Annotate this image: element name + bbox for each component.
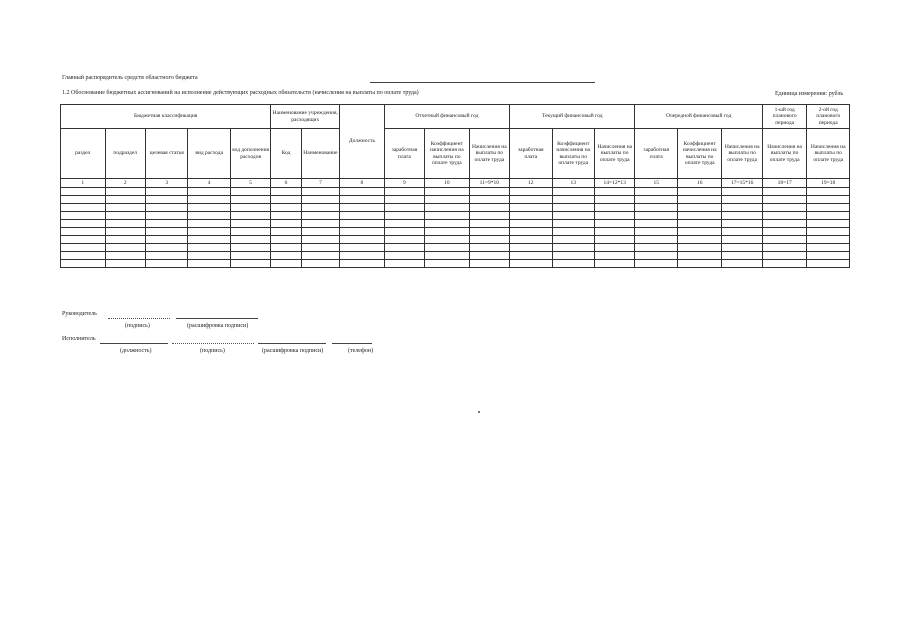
table-cell[interactable] [469, 260, 509, 268]
table-cell[interactable] [145, 212, 187, 220]
table-cell[interactable] [807, 204, 850, 212]
table-cell[interactable] [271, 196, 301, 204]
table-cell[interactable] [807, 188, 850, 196]
table-cell[interactable] [188, 252, 230, 260]
table-cell[interactable] [677, 260, 722, 268]
table-cell[interactable] [807, 196, 850, 204]
executor-position-caption: (должность) [120, 348, 152, 354]
table-cell[interactable] [552, 212, 594, 220]
table-cell[interactable] [807, 228, 850, 236]
table-cell[interactable] [188, 204, 230, 212]
table-cell[interactable] [425, 228, 470, 236]
table-cell[interactable] [510, 236, 552, 244]
table-cell[interactable] [271, 204, 301, 212]
table-cell[interactable] [230, 244, 271, 252]
table-cell[interactable] [61, 260, 106, 268]
table-cell[interactable] [552, 252, 594, 260]
table-cell[interactable] [384, 188, 424, 196]
col-expense-type: вид расхода [188, 129, 230, 179]
table-cell[interactable] [188, 196, 230, 204]
table-cell[interactable] [595, 212, 635, 220]
table-cell[interactable] [105, 220, 145, 228]
table-cell[interactable] [722, 220, 762, 228]
main-manager-label: Главный распорядитель средств областного бюджета [62, 75, 198, 81]
section-title: 1.2 Обоснование бюджетных ассигнований на исполнение действующих расходных обязательств (начисления на выплаты по оплате труда) [62, 90, 419, 96]
table-cell[interactable] [722, 236, 762, 244]
col-number: 17=15*16 [722, 179, 762, 188]
table-cell[interactable] [425, 196, 470, 204]
table-cell[interactable] [340, 220, 385, 228]
table-cell[interactable] [510, 212, 552, 220]
table-cell[interactable] [145, 260, 187, 268]
table-cell[interactable] [635, 212, 677, 220]
table-cell[interactable] [722, 244, 762, 252]
table-cell[interactable] [340, 260, 385, 268]
table-cell[interactable] [552, 220, 594, 228]
table-cell[interactable] [677, 212, 722, 220]
table-cell[interactable] [188, 228, 230, 236]
table-cell[interactable] [301, 204, 339, 212]
col-number: 15 [635, 179, 677, 188]
col-group-plan-year-2: 2-ой год планового периода [807, 105, 850, 129]
table-cell[interactable] [188, 212, 230, 220]
table-cell[interactable] [722, 252, 762, 260]
table-cell[interactable] [552, 228, 594, 236]
table-cell[interactable] [188, 220, 230, 228]
col-podrazdel: подраздел [105, 129, 145, 179]
col-code: Код [271, 129, 301, 179]
table-cell[interactable] [271, 188, 301, 196]
table-cell[interactable] [230, 196, 271, 204]
col-number: 2 [105, 179, 145, 188]
table-row [61, 220, 850, 228]
col-current-coefficient: Коэффициент начисления на выплаты по оплате труда [552, 129, 594, 179]
table-cell[interactable] [510, 244, 552, 252]
table-cell[interactable] [340, 252, 385, 260]
col-number: 5 [230, 179, 271, 188]
head-signature-field[interactable] [108, 318, 170, 319]
table-cell[interactable] [722, 204, 762, 212]
col-group-institution-name: Наименование учреждения, расходящих [271, 105, 340, 129]
table-cell[interactable] [677, 196, 722, 204]
table-cell[interactable] [552, 244, 594, 252]
table-cell[interactable] [230, 260, 271, 268]
table-cell[interactable] [301, 260, 339, 268]
table-cell[interactable] [469, 252, 509, 260]
table-cell[interactable] [105, 236, 145, 244]
table-cell[interactable] [595, 236, 635, 244]
col-number: 12 [510, 179, 552, 188]
table-cell[interactable] [105, 228, 145, 236]
table-cell[interactable] [61, 244, 106, 252]
col-plan2-accruals: Начисления на выплаты по оплате труда [807, 129, 850, 179]
table-cell[interactable] [469, 196, 509, 204]
table-cell[interactable] [145, 236, 187, 244]
col-current-salary: заработная плата [510, 129, 552, 179]
col-target-article: целевая статья [145, 129, 187, 179]
main-manager-field[interactable] [370, 82, 595, 83]
col-reporting-accruals: Начисления на выплаты по оплате труда [469, 129, 509, 179]
table-cell[interactable] [425, 260, 470, 268]
table-cell[interactable] [105, 212, 145, 220]
table-cell[interactable] [762, 212, 807, 220]
table-cell[interactable] [425, 244, 470, 252]
head-signature-caption: (подпись) [125, 323, 150, 329]
table-cell[interactable] [61, 204, 106, 212]
table-row [61, 212, 850, 220]
table-cell[interactable] [230, 220, 271, 228]
head-label: Руководитель [62, 311, 97, 317]
col-number: 19=18 [807, 179, 850, 188]
col-number: 10 [425, 179, 470, 188]
col-next-coefficient: Коэффициент начисления на выплаты по оплате труда [677, 129, 722, 179]
col-group-budget-classification: Бюджетная классификация [61, 105, 271, 129]
table-cell[interactable] [425, 212, 470, 220]
table-cell[interactable] [510, 188, 552, 196]
table-cell[interactable] [677, 188, 722, 196]
table-cell[interactable] [722, 260, 762, 268]
col-number: 6 [271, 179, 301, 188]
table-cell[interactable] [510, 204, 552, 212]
table-cell[interactable] [271, 220, 301, 228]
table-cell[interactable] [722, 228, 762, 236]
table-cell[interactable] [677, 204, 722, 212]
table-cell[interactable] [271, 252, 301, 260]
table-cell[interactable] [271, 244, 301, 252]
col-name: Наименование [301, 129, 339, 179]
table-cell[interactable] [301, 220, 339, 228]
unit-label: Единица измерения: рубль [775, 91, 844, 97]
table-row [61, 236, 850, 244]
table-cell[interactable] [510, 228, 552, 236]
table-cell[interactable] [762, 260, 807, 268]
table-cell[interactable] [635, 244, 677, 252]
table-cell[interactable] [595, 204, 635, 212]
col-position: Должность [340, 105, 385, 179]
table-cell[interactable] [188, 236, 230, 244]
table-cell[interactable] [301, 188, 339, 196]
table-cell[interactable] [145, 252, 187, 260]
table-cell[interactable] [469, 204, 509, 212]
page-speck [478, 411, 480, 413]
table-cell[interactable] [762, 196, 807, 204]
col-number: 9 [384, 179, 424, 188]
table-cell[interactable] [807, 220, 850, 228]
table-cell[interactable] [425, 220, 470, 228]
table-cell[interactable] [384, 204, 424, 212]
col-plan1-accruals: Начисления на выплаты по оплате труда [762, 129, 807, 179]
table-cell[interactable] [301, 196, 339, 204]
table-cell[interactable] [230, 212, 271, 220]
table-cell[interactable] [145, 196, 187, 204]
table-cell[interactable] [552, 204, 594, 212]
table-cell[interactable] [61, 220, 106, 228]
table-cell[interactable] [510, 252, 552, 260]
table-cell[interactable] [807, 236, 850, 244]
table-cell[interactable] [469, 220, 509, 228]
table-cell[interactable] [635, 204, 677, 212]
table-cell[interactable] [188, 188, 230, 196]
table-cell[interactable] [340, 212, 385, 220]
table-cell[interactable] [301, 244, 339, 252]
table-cell[interactable] [230, 252, 271, 260]
table-cell[interactable] [105, 260, 145, 268]
table-cell[interactable] [271, 212, 301, 220]
table-cell[interactable] [552, 260, 594, 268]
table-cell[interactable] [510, 260, 552, 268]
table-cell[interactable] [340, 196, 385, 204]
table-cell[interactable] [340, 236, 385, 244]
table-cell[interactable] [425, 236, 470, 244]
table-cell[interactable] [762, 188, 807, 196]
col-next-accruals: Начисления на выплаты по оплате труда [722, 129, 762, 179]
table-cell[interactable] [595, 260, 635, 268]
table-cell[interactable] [105, 204, 145, 212]
table-cell[interactable] [469, 236, 509, 244]
table-cell[interactable] [677, 220, 722, 228]
col-number: 1 [61, 179, 106, 188]
table-cell[interactable] [340, 244, 385, 252]
table-cell[interactable] [271, 236, 301, 244]
executor-signature-caption: (подпись) [200, 348, 225, 354]
table-cell[interactable] [762, 204, 807, 212]
col-kosgu: код дополнения расходов [230, 129, 271, 179]
table-cell[interactable] [807, 244, 850, 252]
table-cell[interactable] [762, 236, 807, 244]
table-cell[interactable] [677, 236, 722, 244]
table-cell[interactable] [677, 252, 722, 260]
col-razdel: раздел [61, 129, 106, 179]
executor-signature-decode-field[interactable] [258, 343, 326, 344]
table-cell[interactable] [762, 228, 807, 236]
col-number: 3 [145, 179, 187, 188]
table-cell[interactable] [595, 228, 635, 236]
executor-phone-field[interactable] [332, 343, 372, 344]
table-cell[interactable] [552, 188, 594, 196]
col-number: 18=17 [762, 179, 807, 188]
col-number: 16 [677, 179, 722, 188]
table-cell[interactable] [105, 244, 145, 252]
table-cell[interactable] [230, 228, 271, 236]
table-cell[interactable] [595, 196, 635, 204]
head-signature-decode-field[interactable] [176, 318, 258, 319]
table-cell[interactable] [61, 228, 106, 236]
table-cell[interactable] [677, 228, 722, 236]
table-cell[interactable] [722, 196, 762, 204]
col-reporting-salary: заработная плата [384, 129, 424, 179]
table-cell[interactable] [677, 244, 722, 252]
table-cell[interactable] [230, 204, 271, 212]
col-number: 8 [340, 179, 385, 188]
table-cell[interactable] [340, 188, 385, 196]
table-cell[interactable] [510, 220, 552, 228]
table-cell[interactable] [230, 236, 271, 244]
table-cell[interactable] [61, 196, 106, 204]
table-cell[interactable] [595, 244, 635, 252]
table-cell[interactable] [384, 236, 424, 244]
table-cell[interactable] [552, 236, 594, 244]
table-cell[interactable] [384, 260, 424, 268]
col-number: 7 [301, 179, 339, 188]
table-cell[interactable] [722, 188, 762, 196]
table-cell[interactable] [425, 252, 470, 260]
col-reporting-coefficient: Коэффициент начисления на выплаты по оплате труда [425, 129, 470, 179]
col-number: 11=9*10 [469, 179, 509, 188]
table-cell[interactable] [762, 220, 807, 228]
table-cell[interactable] [145, 204, 187, 212]
table-cell[interactable] [301, 252, 339, 260]
table-cell[interactable] [301, 236, 339, 244]
table-cell[interactable] [635, 228, 677, 236]
executor-position-field[interactable] [100, 343, 168, 344]
table-cell[interactable] [722, 212, 762, 220]
col-number: 13 [552, 179, 594, 188]
table-cell[interactable] [61, 252, 106, 260]
table-cell[interactable] [61, 188, 106, 196]
table-row [61, 260, 850, 268]
table-cell[interactable] [105, 196, 145, 204]
table-cell[interactable] [469, 244, 509, 252]
table-cell[interactable] [340, 204, 385, 212]
table-cell[interactable] [188, 260, 230, 268]
table-row [61, 252, 850, 260]
table-cell[interactable] [230, 188, 271, 196]
table-cell[interactable] [384, 212, 424, 220]
table-row [61, 188, 850, 196]
col-number: 14=12*13 [595, 179, 635, 188]
col-number: 4 [188, 179, 230, 188]
table-cell[interactable] [635, 260, 677, 268]
table-row [61, 244, 850, 252]
table-cell[interactable] [145, 228, 187, 236]
head-signature-decode-caption: (расшифровка подписи) [187, 323, 249, 329]
table-cell[interactable] [384, 196, 424, 204]
table-cell[interactable] [145, 188, 187, 196]
executor-signature-field[interactable] [172, 343, 254, 344]
table-cell[interactable] [425, 188, 470, 196]
empty-rows [61, 188, 850, 268]
table-cell[interactable] [762, 244, 807, 252]
table-cell[interactable] [807, 252, 850, 260]
table-cell[interactable] [635, 220, 677, 228]
table-cell[interactable] [595, 252, 635, 260]
table-cell[interactable] [105, 252, 145, 260]
table-row [61, 196, 850, 204]
table-cell[interactable] [301, 212, 339, 220]
table-cell[interactable] [807, 260, 850, 268]
col-group-current-year: Текущий финансовый год [510, 105, 635, 129]
table-cell[interactable] [552, 196, 594, 204]
table-cell[interactable] [635, 252, 677, 260]
table-cell[interactable] [595, 220, 635, 228]
table-cell[interactable] [762, 252, 807, 260]
table-cell[interactable] [105, 188, 145, 196]
executor-label: Исполнитель [62, 336, 96, 342]
col-group-reporting-year: Отчетный финансовый год [384, 105, 509, 129]
table-cell[interactable] [271, 228, 301, 236]
table-cell[interactable] [384, 228, 424, 236]
col-next-salary: заработная плата [635, 129, 677, 179]
executor-signature-decode-caption: (расшифровка подписи) [262, 348, 324, 354]
table-cell[interactable] [425, 204, 470, 212]
table-cell[interactable] [635, 236, 677, 244]
col-group-plan-year-1: 1-ый год планового периода [762, 105, 807, 129]
table-cell[interactable] [271, 260, 301, 268]
table-row [61, 228, 850, 236]
table-cell[interactable] [384, 252, 424, 260]
col-group-next-year: Очередной финансовый год [635, 105, 762, 129]
budget-table [60, 104, 850, 268]
table-cell[interactable] [469, 228, 509, 236]
table-cell[interactable] [145, 220, 187, 228]
table-cell[interactable] [188, 244, 230, 252]
table-cell[interactable] [145, 244, 187, 252]
table-cell[interactable] [384, 244, 424, 252]
table-cell[interactable] [469, 212, 509, 220]
col-current-accruals: Начисления на выплаты по оплате труда [595, 129, 635, 179]
table-cell[interactable] [384, 220, 424, 228]
table-cell[interactable] [340, 228, 385, 236]
table-cell[interactable] [635, 196, 677, 204]
table-row [61, 204, 850, 212]
table-cell[interactable] [469, 188, 509, 196]
table-cell[interactable] [61, 236, 106, 244]
executor-phone-caption: (телефон) [348, 348, 374, 354]
table-cell[interactable] [510, 196, 552, 204]
table-cell[interactable] [595, 188, 635, 196]
table-cell[interactable] [807, 212, 850, 220]
table-cell[interactable] [61, 212, 106, 220]
table-cell[interactable] [301, 228, 339, 236]
table-cell[interactable] [635, 188, 677, 196]
